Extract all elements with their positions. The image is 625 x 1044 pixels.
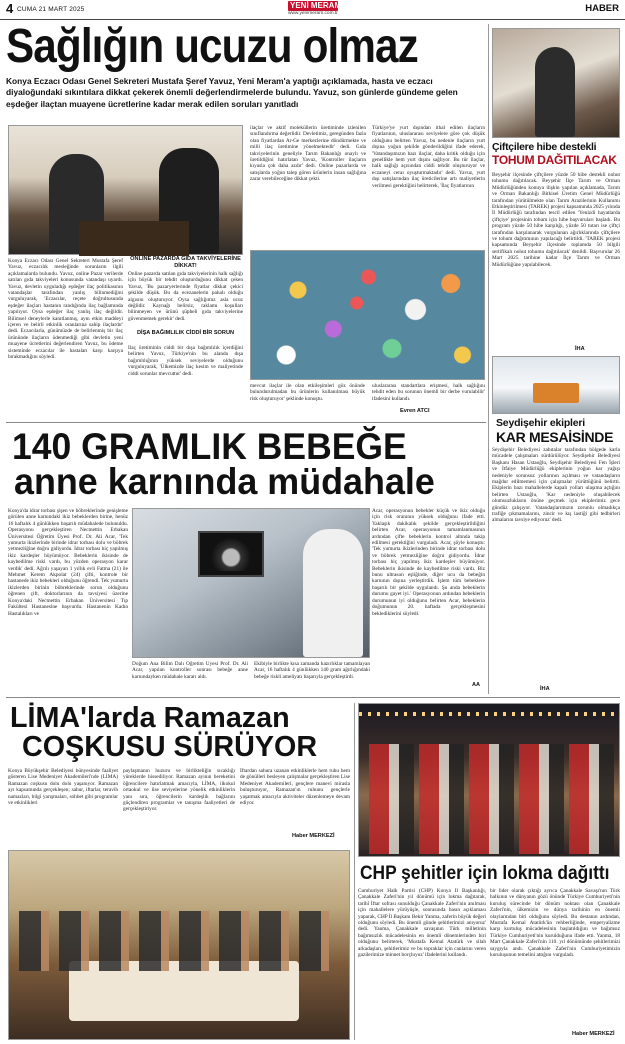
masthead <box>0 0 625 20</box>
monitor-screen <box>205 537 257 571</box>
snow-vehicle <box>533 383 579 403</box>
bottom-right-col1: Cumhuriyet Halk Partisi (CHP) Konya İl Başkanlığı, Çanakkale Zaferi'nin yıl dönümü için lokma dağıtarak, tarihî İftar sofrası sunulduğu Çanakkale Zaferi'nin anılması için mahallelere yürüyüşle, sonrasında basın açıklaması yaparak, CHP İl Başkanı Bekir Yanma, zaferin büyük değeri olduğunu söyledi. Bu önemli günde şehitlerimizi anıyoruz' dedi. Yanma, Çanakkale savaşının Türk milletinin bağımsızlık mücadelesinin en önemli dönemlerinden biri olduğunu belirterek, 'Mustafa Kemal Atatürk ve silah arkadaşları, şehitlerimiz ve bu topraklar için canlarını veren gazilerimize minnet borçluyuz' ifadelerini kullandı. <box>358 888 486 959</box>
bottom-left-col2: paylaşmanın huzuru ve birlikteliğin sıcaklığı yüreklerde hissediliyor. Ramazan ayının bereketini öğrencilere hatırlatmak amacıyla, LİMA, ilkokul ortaokul ve lise seviyelerine yönelik etkinliklerin yanı sıra, öğrencilerin kardeşlik bağlarını güçlendiren programlar ve tanışma faaliyetleri de gerçekleştiriyor. <box>123 768 235 813</box>
lead-bottom-col2: uluslararası standartlara erişmesi, halk sağlığını tehdit eden bu sorunun önemli bir derbe vurulabilir' ifadesini kullandı. <box>372 383 485 402</box>
side2-credit: İHA <box>540 686 550 692</box>
lead-bottom-col1: mevcut ilaçlar ile olan etkileşimleri göz önünde bulundurulmadan bu ürünlerin kullanılması büyük risk oluşturuyor' şeklinde konuştu. <box>250 383 365 402</box>
col-rule-right <box>488 24 489 694</box>
lead-byline: Evren ATCI <box>400 408 430 414</box>
middle-col1: Konya'da idrar torbası şişen ve böbreklerinde genişleme görülen anne karnındaki ikiz bebeklerden birine, henüz 16 haftalık 4 günlükken başarılı müdahalede bulunuldu. Operasyonu gerçekleştiren Necmettin Erbakan Üniversitesi Öğretim Üyesi Prof. Dr. Ali Acar, 'Tek yumurta ikizlerinde birinde idrar torbası dolu ve böbrek yetmezliğine doğru gidiyordu. İdrar torbası hiç yapılmış ikiz kardeşler büyümüyor. Bebeklerin ikisinde de kaybedilme riski vardı, bu yüzden operasyon karar verdik' dedi. Ağrılı yaşayan 1 yıllık evli Fatma (21) ile Mehmet Kerem Akpolat (24) çifti, kontrole bir hastanede ikiz bebekleri olduğunu öğrendi. Tek yumurta ikizlerden birinin böbreklerinde sorun olduğunu öğrenen çift, doktorlarının da tavsiyesi üzerine Konya'daki Necmettin Erbakan Üniversitesi Tıp Fakültesi Hastanesine başvurdu. Hastanenin Kadın Hastalıkları ve <box>8 508 128 617</box>
chp-photo <box>358 703 620 857</box>
people-group <box>369 744 614 854</box>
bottom-left-headline-line1: LİMA'larda Ramazan <box>10 702 290 734</box>
iftar-photo <box>8 850 350 1040</box>
lead-body-col2b: Online pazarda satılan gıda takviyelerinin halk sağlığı için büyük bir tehdit oluşturduğunu dikkat çeken Yavuz, 'Bu pazaryerlerinde fiyatlar dikkat çekici şekilde düşük. Bu da ecezanelerin pahalı olduğu algısını oluşturuyor. Oysa sağlığımız asla ucuz değildir. Kaynağı belirsiz, raklamı koşulları bilinmeyen ve ürünü şüpheli gıda takviyelerine güvenmemek gerekir' dedi. <box>128 271 243 322</box>
lead-photo <box>8 125 243 255</box>
bottom-right-credit: Haber MERKEZİ <box>572 1031 615 1037</box>
side1-headline-line1: Çiftçilere hibe destekli <box>492 141 597 153</box>
website: www.yenimeram.com.tr <box>288 11 338 16</box>
bottom-left-headline-line2: COŞKUSU SÜRÜYOR <box>22 731 318 763</box>
bottom-left-col3: İftardan sahura uzanan etkinliklerle hem ruhu hem de gönülleri besleyen çalışmalar gerçekleştiren Lise Medeniyet Akademileri, gençlere manevi mirasla buluşturuyor, Ramazan'ın ruhunu gençlerle yaşatmak amacıyla aktiviteler düzenlemeye devam ediyor. <box>240 768 350 807</box>
page-number: 4 <box>6 1 14 16</box>
lights <box>359 712 620 716</box>
paper-logo <box>288 1 342 11</box>
side1-headline-line2: TOHUM DAĞITILACAK <box>492 153 617 167</box>
col-rule-bottom <box>354 703 355 1040</box>
farmer-photo <box>492 28 620 138</box>
bottom-right-headline: CHP şehitler için lokma dağıttı <box>360 862 610 884</box>
side1-body: Beyşehir ilçesinde çiftçilere yüzde 50 hibe destekli nohut tohumu dağıtılacak. Beyşehir İlçe Tarım ve Orman Müdürlüğünden konuya ilişkin yapılan açıklamada, Tarım ve Orman Bakanlığı Bitkisel Üretim Genel Müdürlüğü tarafından yürütülmekte olan Tarım Arazilerinin Kullanımı Etkinleştirilmesi (TAREK) projesi kapsamında 2025 yılında İl Müdürlüğü tarafından tescil edilen 'Yenizdi hayatlarda çiftçiye' projesinin tohum için hibe başvuruları başladı. Bu program yüzde 50 hibe karşılığı, yüzde 50 tutarı ise çiftçi tarafından karşılanarak vurgulanan ağırlıklarında çiftçilere ve tohum dağıtımının yapılacağı belirtildi. 'TAREK projesi kapsamında Beyşehir ilçesinde toplamda 50 bilgili sertifikalı nohut tohumu dağıtılacak' denildi. Başvurular 26 Mart 2025 tarihine kadar İlçe Tarım ve Orman Müdürlüğüne yapılabilecek. <box>492 172 620 268</box>
lead-photo-caption: Konya Eczacı Odası Genel Sekreteri Mustafa Şeref Yavuz, eczacılık mesleğinde sorunların ilgili açıklamalarda bulundu. Yavuz, online Pazar verilerde satılan gıda takviyeleri konusunda vatandaşı uyardı. Yavuz, devletin uyguladığı eşdeğer ilaç politikasının vatandaşlar tarafından yanlış bilinmediğini vurguluyarak, 'Eczacılar, reçete doğrultusunda eşdeğer ilaçları hastanın randığında ilaç bağlamında yapılıyor. Oysa eşdeğer ilaç yanlış ilaç değildir. Bilimsel deneylerle kanıtlanmış, aynı etkin maddeyi içeren ve belirli etkinlik oranlarına sahip ilaçlardır' dedi. Eczacılarla, günümüzde de belirlenmiş bir ilaç ürününde ilaçların ödenmediği gibi devletin yeni muayene ücretlerini değerlendiren Yavuz, bu ödeme sisteminde eczacılar ile hastaları karşı karşıya bırakmadığını söyledi. <box>8 258 123 361</box>
middle-col3: Ekibiyle birlikte kısa zamanda hazırlıklar tamamlayan Acar, 16 haftalık 4 günlükken 140 gram ağırlığındaki bebeğe riskli ameliyatı başarıyla gerçekleştirdi. <box>254 661 370 680</box>
bottom-left-col1: Konya Büyükşehir Belediyesi bünyesinde faaliyet gösteren Lise Medeniyet Akademileri'nde (LİMA) Ramazan coşkusu dolu dolu yaşanıyor. Ramazan ayı kapsamında gerçekleşen; sahur, iftarlar, teravih namazları, bilgi yarışmaları, sohbet gibi programlar ve etkinlikleri <box>8 768 118 807</box>
desk <box>79 221 189 256</box>
lead-deck: Konya Eczacı Odası Genel Sekreteri Mustafa Şeref Yavuz, Yeni Meram'a yaptığı açıklamada, hasta ve eczacı diyaloğundaki sıkıntılara dikkat çekerek önemli değerlendirmelerde bulundu. Yavuz, son günlerde gündeme gelen eşdeğer ilaçtan muayene ücretlerine kadar merak edilen soruları yanıtladı <box>6 76 458 109</box>
side2-headline-line1: Seydişehir ekipleri <box>496 417 585 429</box>
section-label: HABER <box>585 3 619 14</box>
pill-tray <box>251 251 485 380</box>
surgery-photo <box>132 508 370 658</box>
side2-body: Seydişehir Belediyesi zabıtalar tarafından bölgede karla mücadele çalışmaları sürdürülüyor. Seydişehir Belediyesi Başkanı Hasan Ustaoğlu, Seydişehir Belediyesi Fen İşleri ve İtfaiye Müdürlüğü ekiplerinin yoğun kar yağışı nedeniyle sorunsuz yollarının açılması ve vatandaşların mağdur edilmemesi için çalışmalar yürüttüğünü belirtti. Ekiplerin bazı mahallelerde kapalı yolları ulaşıma açtığını belirten Ustaoğlu, 'Kar nedeniyle oluşabilecek olumsuzlukların önüne geçmek için ekiplerimiz gece gündüz çalışıyor. Vatandaşlarımızın zorunlu olmadıkça trafiğe çıkmamalarını, zincir ve kış lastiği gibi tedbirleri almalarını tavsiye ediyoruz' dedi. <box>492 447 620 524</box>
lead-subhead-1: ONLİNE PAZARDA GIDA TAKVİYELERİNE DİKKAT! <box>130 256 241 269</box>
lead-body-col2c: İlaç üretiminin ciddi bir dışa bağımlılık içerdiğini belirten Yavuz, Türkiye'nin bu alanda dışa bağımlılığının yüksek seviyelerde olduğunu vurguluyarak, 'Ülkemizde ilaç kesim ve maliyetinde ciddi sorunlar mevcuttur' dedi. <box>128 345 243 377</box>
issue-date: CUMA 21 MART 2025 <box>17 6 85 13</box>
section-divider-2 <box>6 697 620 698</box>
lead-body-col3: Türkiye'ye yurt dışından ithal edilen ilaçların fiyatlarının, uluslararası seviyelere göre çok düşük olduğunu belirten Yavuz, bu nedenle ilaçların yurt dışına yoğun şekilde gönderildiğini ifade ederek, 'Vatandaşımızın bazı ilaçlar, daha kritik olduğu için genellikle hem yurt dışını sağlıyor. Bu tür ilaçlar, halk sağlığı açısından ciddi tehdit oluşturuyor ve eczaneyi ceraı oyuşturmaktadır' dedi. Yavuz, yurt dışı satışlarından ilaç üreticilerine artı maliyetlerin verilmesi gerektiğini belirterek, 'İlaç fiyatlarının <box>372 125 485 189</box>
section-divider <box>6 422 486 423</box>
side2-headline-line2: KAR MESAİSİNDE <box>496 429 614 445</box>
paper-name: YENİ MERAM <box>290 1 342 10</box>
lead-headline: Sağlığın ucuzu olmaz <box>6 20 418 73</box>
side1-credit: İHA <box>575 346 585 352</box>
snow-photo <box>492 356 620 414</box>
bottom-right-col2: bir lider olarak çıktığı ayrıca Çanakkale Savaşı'nın Türk halkının ve dünyanın gözü önünde Türkiye Cumhuriyeti'nin kuruluş sürecinde bir dönüm noktası olan Çanakkale Zaferi'nin, ülkemizin ve dünya tarihinin en önemli olaylarından biri olduğunu söyledi. Bu destanın ardından, Mustafa Kemal Atatürk'ün rehberliğinde, emperyalizme karşı kurtuluş mücadelesinin başlatıldığını ve bağımsız Türkiye Cumhuriyeti'nin kurulduğunu ifade etti. Yanma, 18 Mart Çanakkale Zaferi'nin 110. yıl dönümünde şehitlerimizi saygıyla andı. Çanakkale Zaferi'nin Cumhuriyetimizin kuruluşunun temelini attığını vurguladı. <box>490 888 620 959</box>
lead-subhead-2: DİŞA BAĞIMLILIK CİDDİ BİR SORUN <box>136 330 235 336</box>
middle-headline-line2: anne karnında müdahale <box>14 461 435 502</box>
doctor-figure <box>303 529 363 657</box>
pills-photo <box>250 250 485 380</box>
middle-credit: AA <box>472 682 481 688</box>
middle-photo-caption: Doğum Ana Bilim Dalı Öğretim Üyesi Prof. Dr. Ali Acar, yapılan kontroller sonrası bebeğe anne karnındayken müdahale kararı aldı. <box>132 661 248 680</box>
farmer-figure <box>535 47 575 137</box>
students-row <box>19 911 339 971</box>
lead-body-col2: ilaçlar ve aktif moleküllerin üretiminde izlenilen sınıflandırma değerlidir. Devletimiz, geregünden fazla olan fiyatlardan Ar-Ge merkezlerine döndürmekte ve milli ilaç üretimine yönelmektedir' dedi. Gıda takviyelerinin geneliyle Tarım Bakanlığı onaylı ve üretildiğini hatırlatan Yavuz, 'Kontroller ilaçların kıyasla çok daha azdır' dedi. Online pazarlarda ve satışlarda yoğun talep gören ürünlerin insan sağlığına zarar verebileceğine dikkat çekti. <box>250 125 366 183</box>
middle-headline-line1: 140 GRAMLIK BEBEĞE <box>12 426 407 467</box>
middle-col4: Acar, operasyonun bebekler küçük ve ikiz olduğu için risk oranının yüksek olduğunu ifade etti. Yaklaşık dakikalık şekilde gerçekleştirildiğini belirten Acar, operasyonun tamamlanmasının ardından çifte bebeklerin kontrol altında takip edilmesi gerektiğini vurguladı. Acar, şöyle konuştu: 'Tek yumurta ikizlerinden birinde idrar torbası dolu ve böbrek yetmezliğine doğru gidiyordu. İdrar torbası hiç yapılmış ikiz kardeşler büyümüyor. Bebeklerin ikisinde de kaybedilme riski vardı. Biz bunu ultrason eşliğinde, diğer ucu da bebeğin karnının dışına yerleştirdik. İşlem tüm bebeklere başarılı bir şekilde uygulandı. Şu anda bebeklerin durumu gayet iyi.' Operasyonun ardından bebeklerin durumunun iyi olduğunu belirten Acar, bebeklerin doğumunun 20. haftada gerçekleşmesini beklediklerini söyledi. <box>372 508 485 617</box>
bottom-left-credit: Haber MERKEZİ <box>292 833 335 839</box>
